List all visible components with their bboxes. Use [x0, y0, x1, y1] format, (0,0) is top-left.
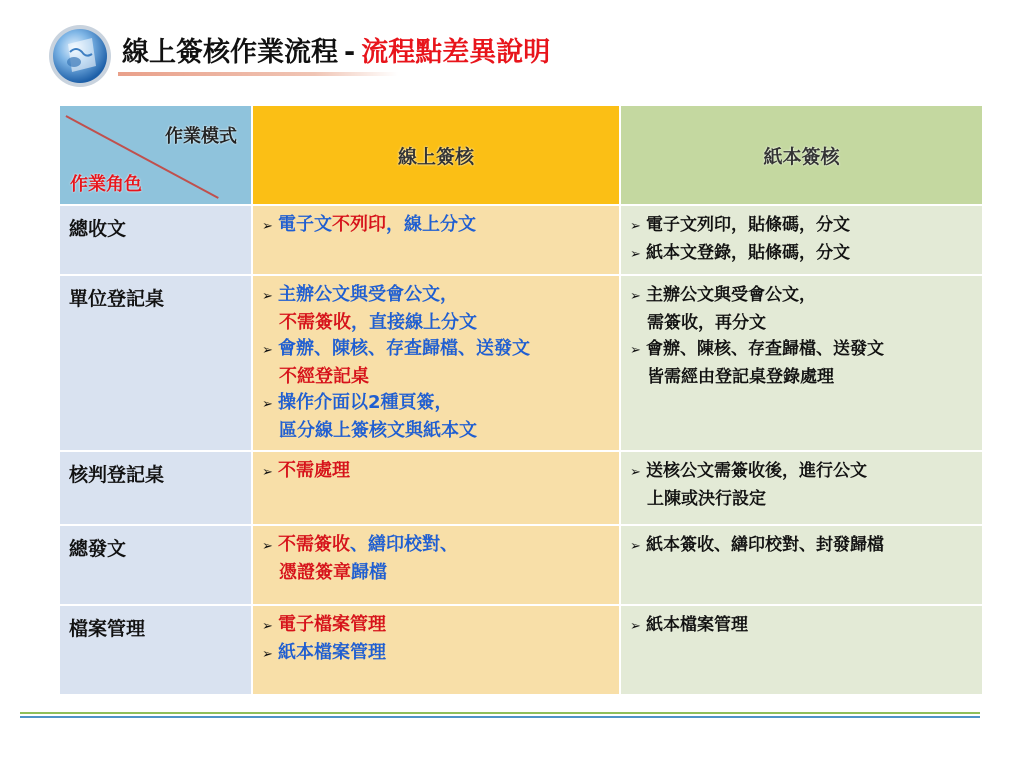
bullet-continuation: [262, 310, 610, 336]
text-segment: 憑證簽章: [279, 562, 351, 583]
title-main: 線上簽核作業流程: [122, 37, 338, 68]
bullet-item: [630, 212, 973, 240]
paper-cell: [620, 605, 983, 695]
online-cell: [252, 205, 620, 275]
bullet-item: [630, 336, 973, 364]
table-row: [59, 525, 983, 605]
bullet-item: [630, 612, 973, 640]
online-cell: [252, 525, 620, 605]
arrow-bullet-icon: ➢: [630, 619, 641, 634]
bullet-continuation: [262, 418, 610, 444]
arrow-bullet-icon: ➢: [262, 619, 273, 634]
page-title: [122, 30, 550, 69]
title-underline: [118, 72, 398, 76]
footer-line-blue: [20, 716, 980, 718]
arrow-bullet-icon: ➢: [262, 465, 273, 480]
bullet-item: [630, 532, 973, 560]
bullet-continuation: [630, 364, 973, 390]
footer-line-green: [20, 712, 980, 714]
bullet-item: [262, 532, 610, 560]
paper-cell: [620, 451, 983, 525]
text-segment: 電子文: [278, 214, 332, 235]
text-segment: 歸檔: [351, 562, 387, 583]
bullet-item: [630, 282, 973, 310]
header-role-label: 作業角色: [70, 174, 142, 195]
text-segment: 電子檔案管理: [278, 614, 386, 635]
table-row: [59, 451, 983, 525]
text-segment: 區分線上簽核文與紙本文: [279, 420, 477, 441]
bullet-item: [262, 212, 610, 240]
arrow-bullet-icon: ➢: [262, 343, 273, 358]
text-segment: 操作介面以2種頁簽，: [278, 392, 453, 413]
bullet-item: [262, 336, 610, 364]
text-segment: 送核公文需簽收後，進行公文: [646, 461, 867, 481]
text-segment: 、繕印校對、: [350, 534, 458, 555]
text-segment: 會辦、陳核、存查歸檔、送發文: [646, 339, 884, 359]
online-cell: [252, 451, 620, 525]
header-mode-label: 作業模式: [165, 126, 237, 147]
comparison-table: [58, 104, 984, 696]
table-row: [59, 205, 983, 275]
text-segment: 不需處理: [278, 460, 350, 481]
arrow-bullet-icon: ➢: [630, 465, 641, 480]
text-segment: 不列印: [332, 214, 386, 235]
arrow-bullet-icon: ➢: [630, 539, 641, 554]
online-cell: [252, 605, 620, 695]
text-segment: 不需簽收: [279, 312, 351, 333]
title-accent: 流程點差異說明: [361, 37, 551, 68]
table-row: [59, 275, 983, 451]
text-segment: 需簽收，再分文: [647, 313, 766, 333]
role-cell: 核判登記桌: [59, 451, 252, 525]
text-segment: 電子文列印，貼條碼，分文: [646, 215, 850, 235]
arrow-bullet-icon: ➢: [262, 397, 273, 412]
bullet-continuation: [630, 486, 973, 512]
corner-header-cell: [59, 105, 252, 205]
role-cell: 單位登記桌: [59, 275, 252, 451]
arrow-bullet-icon: ➢: [630, 289, 641, 304]
bullet-item: [630, 458, 973, 486]
text-segment: 紙本文登錄，貼條碼，分文: [646, 243, 850, 263]
paper-cell: [620, 205, 983, 275]
text-segment: 不需簽收: [278, 534, 350, 555]
arrow-bullet-icon: ➢: [630, 219, 641, 234]
bullet-item: [262, 640, 610, 668]
text-segment: 不經登記桌: [279, 366, 369, 387]
bullet-item: [262, 390, 610, 418]
arrow-bullet-icon: ➢: [262, 539, 273, 554]
bullet-item: [262, 282, 610, 310]
arrow-bullet-icon: ➢: [262, 647, 273, 662]
text-segment: 紙本簽收、繕印校對、封發歸檔: [646, 535, 884, 555]
bullet-continuation: [630, 310, 973, 336]
text-segment: 會辦、陳核、存查歸檔、送發文: [278, 338, 530, 359]
bullet-continuation: [262, 560, 610, 586]
header-row: [59, 105, 983, 205]
bullet-item: [630, 240, 973, 268]
role-cell: 總發文: [59, 525, 252, 605]
text-segment: 主辦公文與受會公文，: [278, 284, 458, 305]
role-cell: 總收文: [59, 205, 252, 275]
text-segment: 上陳或決行設定: [647, 489, 766, 509]
arrow-bullet-icon: ➢: [630, 247, 641, 262]
paper-cell: [620, 525, 983, 605]
role-cell: 檔案管理: [59, 605, 252, 695]
bullet-item: [262, 458, 610, 486]
online-cell: [252, 275, 620, 451]
header-paper: 紙本簽核: [620, 105, 983, 205]
paper-cell: [620, 275, 983, 451]
text-segment: 主辦公文與受會公文，: [646, 285, 816, 305]
text-segment: 皆需經由登記桌登錄處理: [647, 367, 834, 387]
bullet-continuation: [262, 364, 610, 390]
globe-logo-icon: [46, 22, 114, 90]
text-segment: 紙本檔案管理: [646, 615, 748, 635]
arrow-bullet-icon: ➢: [262, 289, 273, 304]
text-segment: ，直接線上分文: [351, 312, 477, 333]
table-row: [59, 605, 983, 695]
text-segment: ，線上分文: [386, 214, 476, 235]
text-segment: 紙本檔案管理: [278, 642, 386, 663]
arrow-bullet-icon: ➢: [630, 343, 641, 358]
bullet-item: [262, 612, 610, 640]
header-online: 線上簽核: [252, 105, 620, 205]
arrow-bullet-icon: ➢: [262, 219, 273, 234]
title-separator: -: [344, 37, 356, 68]
